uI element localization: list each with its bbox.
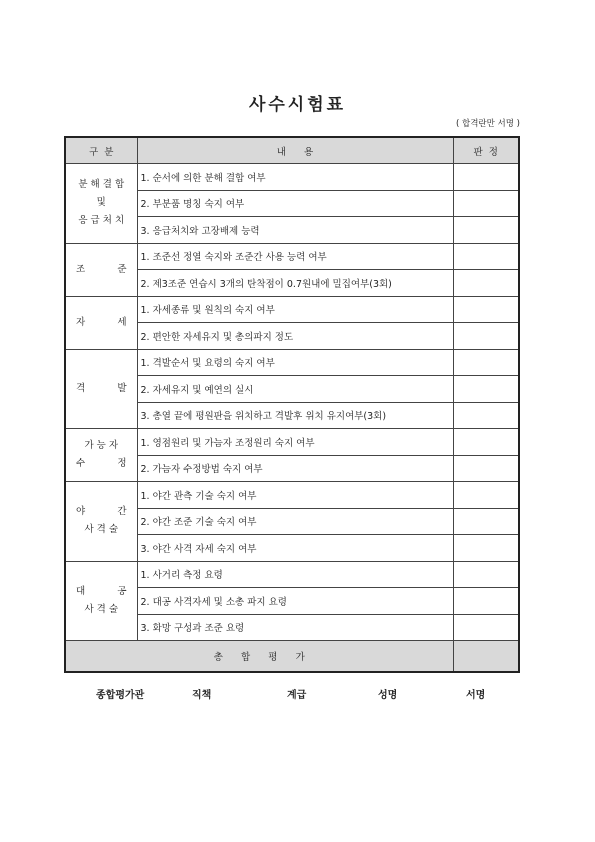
criterion-item: 1. 야간 관측 기술 숙지 여부 [137,482,453,509]
category-word: 세 [117,316,127,328]
category-word: 격 [76,382,86,394]
judgement-cell[interactable] [453,376,519,403]
sign-note: ( 합격란만 서명 ) [455,119,520,129]
judgement-cell[interactable] [453,270,519,297]
judgement-cell[interactable] [453,243,519,270]
judgement-cell[interactable] [453,217,519,244]
criterion-item: 2. 부분품 명칭 숙지 여부 [137,190,453,217]
judgement-cell[interactable] [453,588,519,615]
criterion-item: 3. 총열 끝에 평원판을 위치하고 격발후 위치 유지여부(3회) [137,402,453,429]
judgement-cell[interactable] [453,296,519,323]
category-word: 공 [117,585,127,597]
category-line: 가 능 자 [84,440,119,451]
table-row [65,164,519,191]
category-word: 야 [76,506,86,518]
section-category [65,349,137,429]
category-word: 정 [117,458,127,469]
criterion-item: 1. 영점원리 및 가늠자 조정원리 숙지 여부 [137,429,453,456]
table-row [65,349,519,376]
criterion-item: 2. 야간 조준 기술 숙지 여부 [137,508,453,535]
judgement-cell[interactable] [453,455,519,482]
judgement-cell[interactable] [453,614,519,641]
category-line [66,380,137,398]
total-judgement-cell[interactable] [453,641,519,673]
category-line: 및 [96,197,106,209]
category-line: 응 급 처 치 [78,215,125,227]
criterion-item: 1. 순서에 의한 분해 결합 여부 [137,164,453,191]
judgement-cell[interactable] [453,190,519,217]
category-word: 수 [76,458,86,469]
judgement-cell[interactable] [453,402,519,429]
page-title: 사수시험표 [248,95,347,115]
criterion-item: 2. 가늠자 수정방법 숙지 여부 [137,455,453,482]
criterion-item: 1. 사거리 측정 요령 [137,561,453,588]
total-row [65,641,519,673]
category-word: 조 [76,263,86,275]
header-category: 구 분 [65,137,137,164]
judgement-cell[interactable] [453,561,519,588]
category-word: 대 [76,585,86,597]
category-line [66,314,137,332]
header-content: 내 용 [137,137,453,164]
criterion-item: 1. 조준선 정열 숙지와 조준간 사용 능력 여부 [137,243,453,270]
table-header-row [65,137,519,164]
evaluator-label: 종합평가관 [96,690,145,701]
name-label: 성명 [378,690,398,701]
table-row [65,243,519,270]
criterion-item: 1. 자세종류 및 원칙의 숙지 여부 [137,296,453,323]
category-line: 사 격 술 [84,603,119,615]
criterion-item: 3. 야간 사격 자세 숙지 여부 [137,535,453,562]
test-table [64,136,520,673]
criterion-item: 2. 대공 사격자세 및 소총 파지 요령 [137,588,453,615]
category-line [66,455,137,473]
judgement-cell[interactable] [453,349,519,376]
total-label-text: 총 합 평 가 [213,652,305,663]
category-word: 준 [117,263,127,275]
judgement-cell[interactable] [453,482,519,509]
position-label: 직책 [192,690,212,701]
table-row [65,296,519,323]
category-line [66,261,137,279]
category-word: 자 [76,316,86,328]
criterion-item: 1. 격발순서 및 요령의 숙지 여부 [137,349,453,376]
judgement-cell[interactable] [453,535,519,562]
section-category [65,164,137,244]
category-word: 간 [117,506,127,518]
judgement-cell[interactable] [453,508,519,535]
section-category [65,243,137,296]
category-word: 발 [117,382,127,394]
criterion-item: 2. 제3조준 연습시 3개의 탄착점이 0.7원내에 밀집여부(3회) [137,270,453,297]
category-line [66,503,137,521]
criterion-item: 2. 자세유지 및 예연의 실시 [137,376,453,403]
table-row [65,482,519,509]
header-judgement: 판 정 [453,137,519,164]
section-category [65,296,137,349]
section-category [65,429,137,482]
table-body [65,164,519,673]
table-row [65,429,519,456]
category-line [66,583,137,601]
criterion-item: 3. 응급처치와 고장배제 능력 [137,217,453,244]
judgement-cell[interactable] [453,429,519,456]
criterion-item: 2. 편안한 자세유지 및 총의파지 정도 [137,323,453,350]
category-line: 분 해 결 합 [78,179,125,191]
total-label [65,641,453,673]
category-line: 사 격 술 [84,524,119,536]
judgement-cell[interactable] [453,323,519,350]
criterion-item: 3. 화망 구성과 조준 요령 [137,614,453,641]
judgement-cell[interactable] [453,164,519,191]
table-row [65,561,519,588]
sign-label: 서명 [466,690,486,701]
rank-label: 계급 [287,690,307,701]
section-category [65,561,137,641]
section-category [65,482,137,562]
